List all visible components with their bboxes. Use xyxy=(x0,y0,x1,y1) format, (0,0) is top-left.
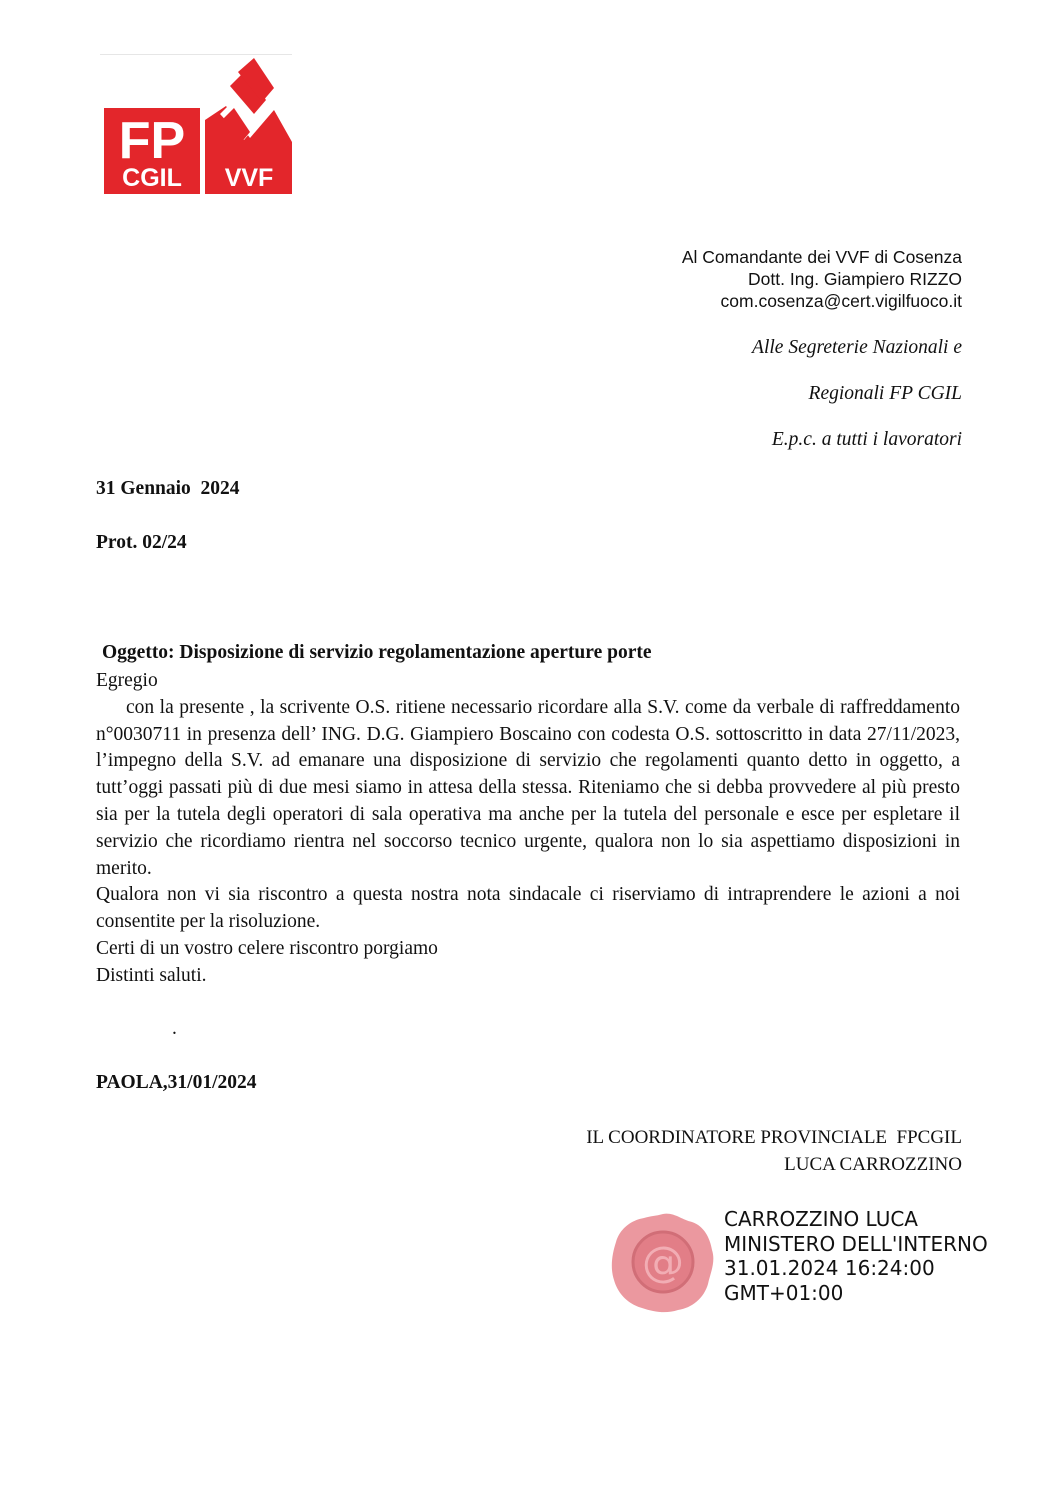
digital-signature-text xyxy=(724,1207,988,1305)
recipient-address xyxy=(682,246,962,312)
subject-line: Oggetto: Disposizione di servizio regolamentazione aperture porte xyxy=(102,642,652,663)
place-date: PAOLA,31/01/2024 xyxy=(96,1072,257,1093)
signatory-block xyxy=(586,1124,962,1178)
signature-timezone: GMT+01:00 xyxy=(724,1280,844,1305)
fp-cgil-vvf-logo xyxy=(104,58,294,194)
signatory-title: IL COORDINATORE PROVINCIALE FPCGIL xyxy=(586,1127,962,1148)
signature-organization: MINISTERO DELL'INTERNO xyxy=(724,1231,988,1256)
logo-fp-text: FP xyxy=(118,112,186,170)
wax-seal-at-icon xyxy=(610,1210,716,1314)
logo-top-rule xyxy=(100,54,292,55)
signatory-name: LUCA CARROZZINO xyxy=(784,1154,962,1175)
signature-timestamp: 31.01.2024 16:24:00 xyxy=(724,1256,935,1280)
protocol-number: Prot. 02/24 xyxy=(96,532,187,553)
body-paragraph-2: Qualora non vi sia riscontro a questa nostra nota sindacale ci riserviamo di intraprendere le azioni a noi consentite per la risoluzione. xyxy=(96,884,960,933)
stray-dot: . xyxy=(172,1018,177,1039)
letter-date: 31 Gennaio 2024 xyxy=(96,478,240,499)
closing-line-2: Distinti saluti. xyxy=(96,964,207,986)
greeting: Egregio xyxy=(96,670,158,691)
recipient-email: com.cosenza@cert.vigilfuoco.it xyxy=(720,291,962,311)
closing-line-1: Certi di un vostro celere riscontro porgiamo xyxy=(96,937,438,959)
logo-cgil-text: CGIL xyxy=(122,164,182,192)
recipient-line-1: Al Comandante dei VVF di Cosenza xyxy=(681,247,962,267)
logo-vvf-text: VVF xyxy=(224,164,274,192)
svg-text:@: @ xyxy=(642,1237,684,1286)
signature-name: CARROZZINO LUCA xyxy=(724,1207,918,1231)
letter-body xyxy=(96,668,960,990)
copies-line-3: E.p.c. a tutti i lavoratori xyxy=(771,429,962,450)
copies-line-1: Alle Segreterie Nazionali e xyxy=(752,337,962,358)
recipient-line-2: Dott. Ing. Giampiero RIZZO xyxy=(748,269,962,289)
body-paragraph-1: con la presente , la scrivente O.S. ritiene necessario ricordare alla S.V. come da verbale di raffreddamento n°0030711 in presenza dell’ ING. D.G. Giampiero Boscaino con codesta O.S. sottoscritto in data 27/11/2023, l’impegno della S.V. ad emanare una disposizione di servizio che regolamenti quanto detto in oggetto, a tutt’oggi passati più di due mesi siamo in attesa della stessa. Riteniamo che si debba provvedere al più presto sia per la tutela degli operatori di sala operativa ma anche per la tutela del personale e esce per espletare il servizio che ricordiamo rientra nel soccorso tecnico urgente, qualora non lo sia aspettiamo disposizioni in merito. xyxy=(96,696,960,879)
copies-line-2: Regionali FP CGIL xyxy=(808,383,962,404)
